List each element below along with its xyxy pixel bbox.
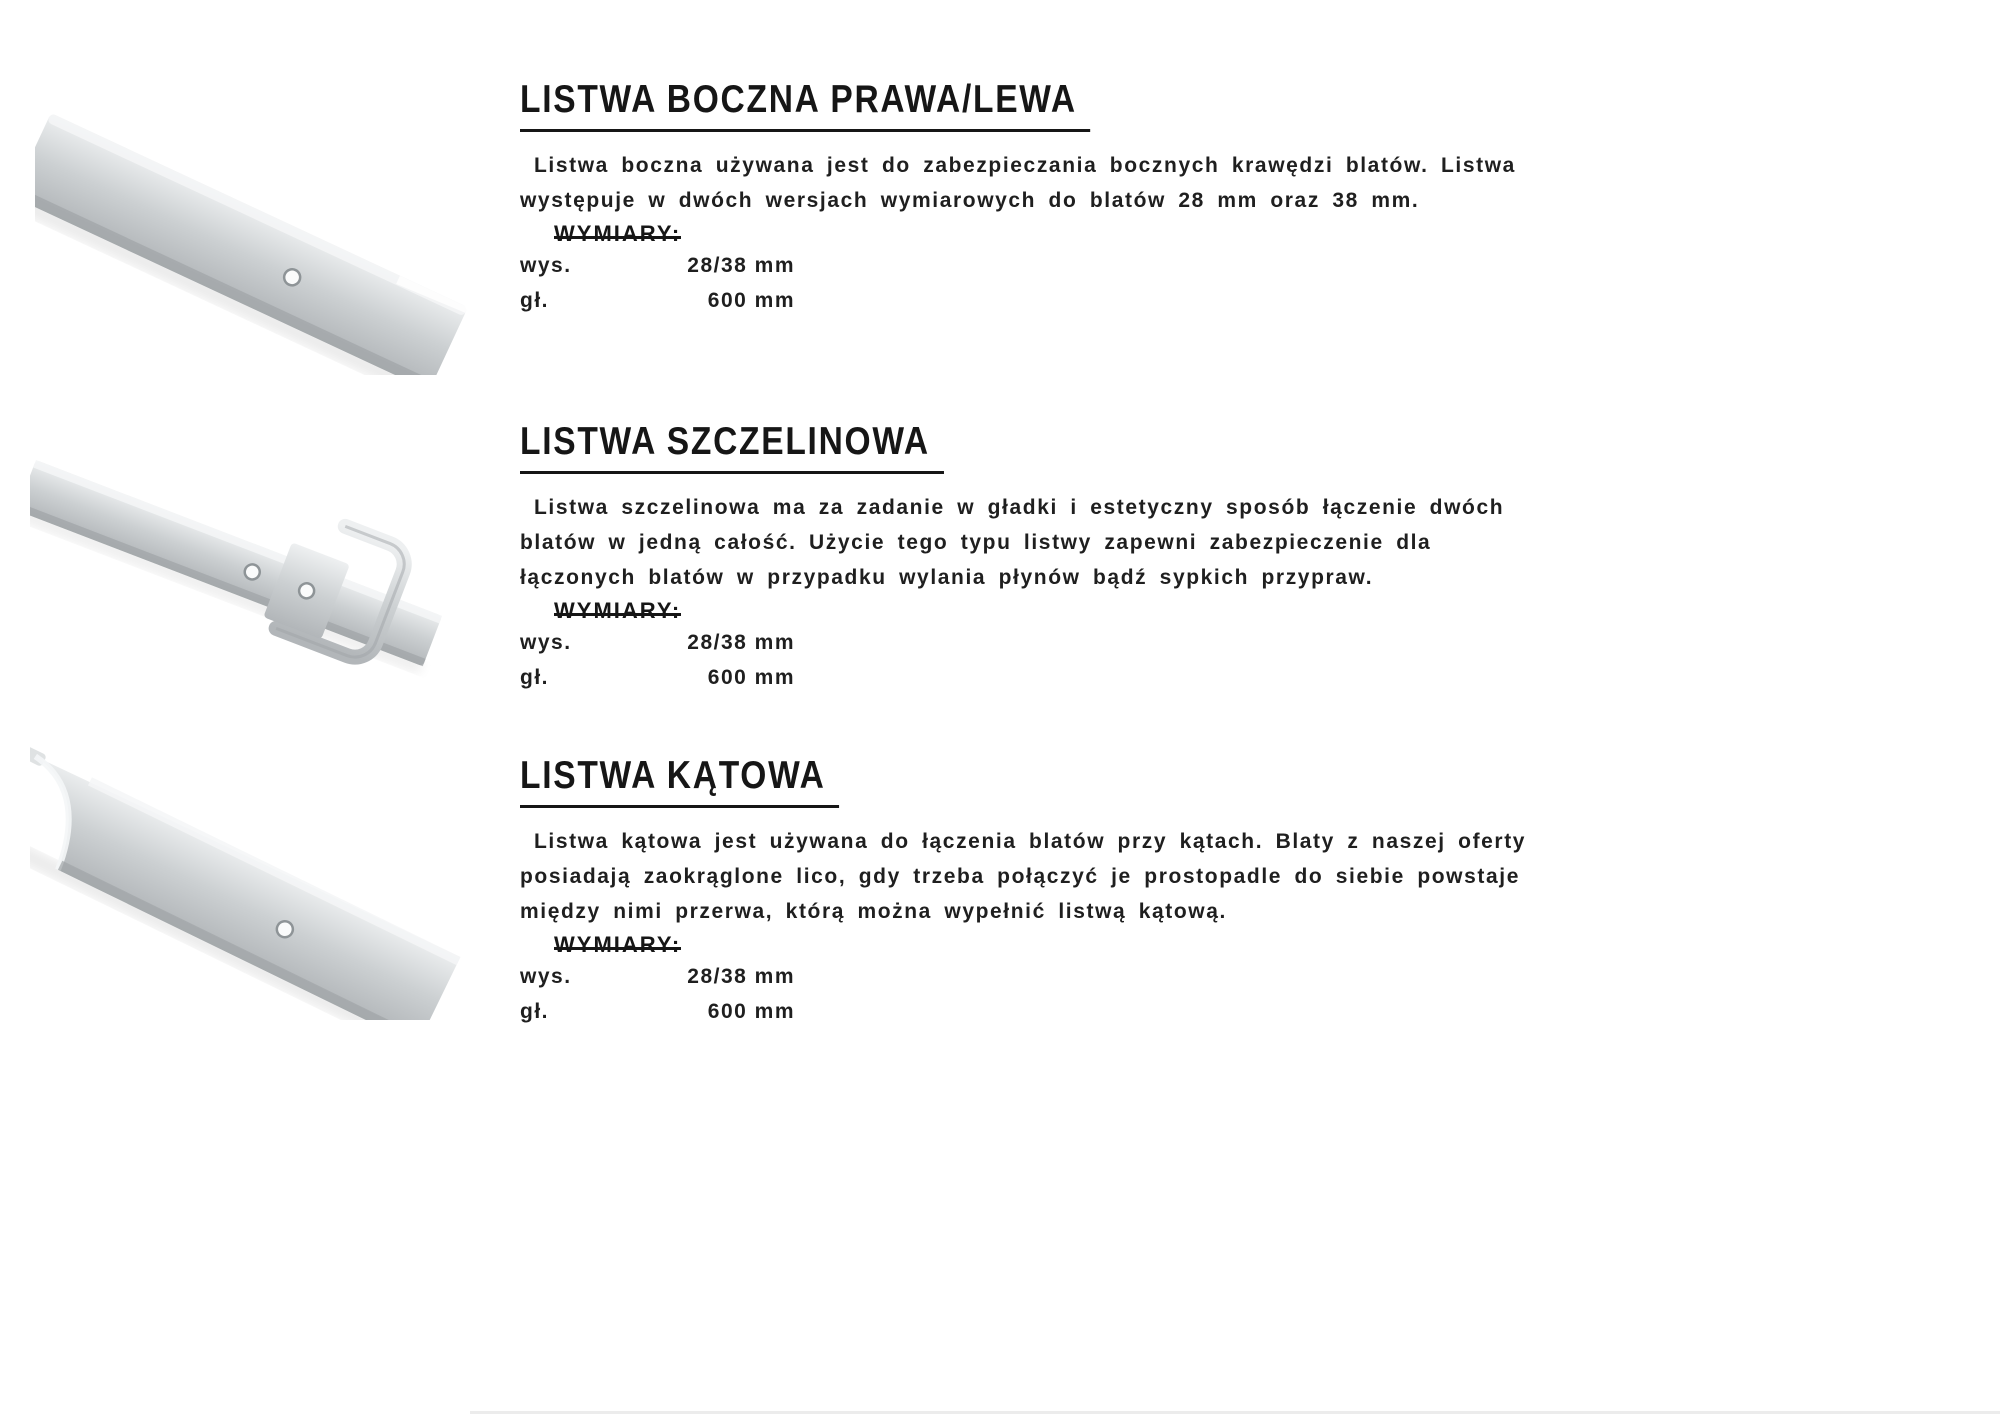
dimension-label: wys. bbox=[520, 254, 572, 277]
dimensions-title: WYMIARY: bbox=[554, 598, 682, 623]
dimension-row-height bbox=[520, 254, 1550, 278]
section-joint-strip bbox=[520, 420, 1550, 690]
dimension-label: gł. bbox=[520, 666, 549, 689]
product-image-corner-strip bbox=[30, 735, 480, 1020]
dimension-row-height bbox=[520, 631, 1550, 655]
dimension-value: 600 mm bbox=[707, 666, 795, 689]
dimension-row-depth bbox=[520, 666, 1550, 690]
dimension-value: 28/38 mm bbox=[687, 254, 795, 277]
dimensions-title: WYMIARY: bbox=[554, 221, 682, 246]
section-heading: LISTWA KĄTOWA bbox=[520, 754, 839, 808]
product-image-side-strip bbox=[35, 85, 480, 375]
dimension-row-depth bbox=[520, 289, 1550, 313]
dimension-label: wys. bbox=[520, 965, 572, 988]
section-heading: LISTWA BOCZNA PRAWA/LEWA bbox=[520, 78, 1091, 132]
dimension-value: 28/38 mm bbox=[687, 965, 795, 988]
dimension-value: 28/38 mm bbox=[687, 631, 795, 654]
dimension-label: gł. bbox=[520, 1000, 549, 1023]
section-side-strip bbox=[520, 78, 1550, 313]
dimension-row-height bbox=[520, 965, 1550, 989]
joint-strip-illustration bbox=[30, 420, 480, 700]
dimensions-title: WYMIARY: bbox=[554, 932, 682, 957]
side-strip-illustration bbox=[35, 85, 480, 375]
dimension-value: 600 mm bbox=[707, 289, 795, 312]
dimension-value: 600 mm bbox=[707, 1000, 795, 1023]
section-description: Listwa kątowa jest używana do łączenia blatów przy kątach. Blaty z naszej oferty posiadają zaokrąglone lico, gdy trzeba połączyć je prostopadle do siebie powstaje między nimi przerwa, którą można wypełnić listwą kątową. bbox=[520, 830, 1527, 923]
section-description: Listwa szczelinowa ma za zadanie w gładki i estetyczny sposób łączenie dwóch blatów w jedną całość. Użycie tego typu listwy zapewni zabezpieczenie dla łączonych blatów w przypadku wylania płynów bądź sypkich przypraw. bbox=[520, 496, 1505, 589]
section-heading: LISTWA SZCZELINOWA bbox=[520, 420, 944, 474]
dimension-label: gł. bbox=[520, 289, 549, 312]
section-description: Listwa boczna używana jest do zabezpieczania bocznych krawędzi blatów. Listwa występuje w dwóch wersjach wymiarowych do blatów 28 mm oraz 38 mm. bbox=[520, 154, 1516, 212]
corner-strip-illustration bbox=[30, 735, 480, 1020]
dimension-label: wys. bbox=[520, 631, 572, 654]
dimension-row-depth bbox=[520, 1000, 1550, 1024]
product-image-joint-strip bbox=[30, 420, 480, 700]
section-corner-strip bbox=[520, 754, 1550, 1024]
